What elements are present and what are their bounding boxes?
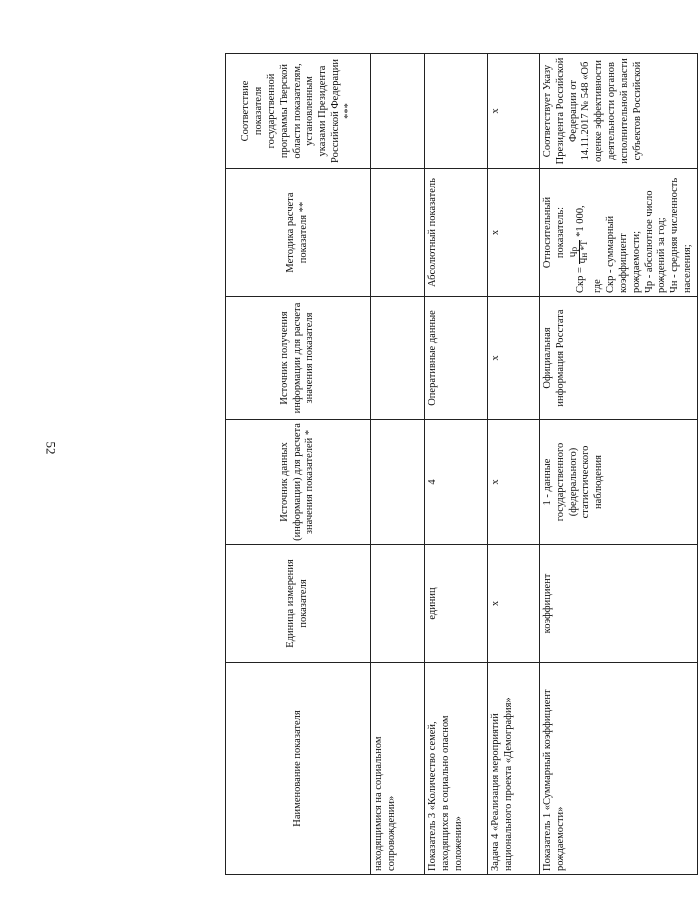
header-name: Наименование показателя xyxy=(226,663,371,875)
row2-source: 4 xyxy=(425,420,488,545)
row2-method: Абсолютный показатель xyxy=(425,169,488,297)
row1-name: находящимися на социальном сопровождении» xyxy=(371,663,425,875)
row4-compliance: Соответствует Указу Президента Российской Федерации от 14.11.2017 № 548 «Об оценке эффективности деятельности органов исполнительной власти субъектов Российской xyxy=(540,54,698,169)
header-compliance: Соответствие показателя государственной программы Тверской области показателям, установленным указами Президента Российской Федерации *** xyxy=(226,54,371,169)
formula-fraction xyxy=(570,240,591,265)
row1-unit xyxy=(371,545,425,663)
header-unit: Единица измерения показателя xyxy=(226,545,371,663)
row4-source: 1 - данные государственного (федерального) статистического наблюдения xyxy=(540,420,698,545)
page-number: 52 xyxy=(43,441,59,455)
table-row xyxy=(488,54,540,875)
method-where: где xyxy=(592,279,604,293)
table-row xyxy=(540,54,698,875)
row4-method xyxy=(540,169,698,297)
row1-method xyxy=(371,169,425,297)
method-def-skr: Скр - суммарный коэффициент рождаемости; xyxy=(605,215,642,293)
indicator-table-rotated xyxy=(225,54,693,875)
formula-lhs: Скр = xyxy=(574,267,586,293)
header-row xyxy=(226,54,371,875)
row1-source xyxy=(371,420,425,545)
indicator-table xyxy=(225,53,698,875)
method-intro: Относительный показатель: xyxy=(542,196,566,269)
row2-info-source: Оперативные данные xyxy=(425,297,488,420)
formula-denominator: Чн *Т xyxy=(579,240,590,264)
row3-source: х xyxy=(488,420,540,545)
row2-unit: единиц xyxy=(425,545,488,663)
method-formula xyxy=(570,172,591,293)
header-info-source: Источник получения информации для расчета значения показателя xyxy=(226,297,371,420)
row3-unit: х xyxy=(488,545,540,663)
row4-info-source: Официальная информация Росстата xyxy=(540,297,698,420)
row1-info-source xyxy=(371,297,425,420)
method-def-chn: Чн - средняя численность населения; xyxy=(669,177,693,293)
header-source: Источник данных (информации) для расчета значения показателей * xyxy=(226,420,371,545)
row3-info-source: х xyxy=(488,297,540,420)
row1-compliance xyxy=(371,54,425,169)
row4-name: Показатель 1 «Суммарный коэффициент рождаемости» xyxy=(540,663,698,875)
table-row xyxy=(371,54,425,875)
header-method: Методика расчета показателя ** xyxy=(226,169,371,297)
row2-name: Показатель 3 «Количество семей, находящихся в социально опасном положении» xyxy=(425,663,488,875)
row3-method: х xyxy=(488,169,540,297)
method-def-chr: Чр - абсолютное число рождений за год; xyxy=(643,190,668,293)
row2-compliance xyxy=(425,54,488,169)
formula-numerator: Чр xyxy=(570,240,581,265)
table-row xyxy=(425,54,488,875)
row3-name: Задача 4 «Реализация мероприятий национального проекта «Демография» xyxy=(488,663,540,875)
row3-compliance: х xyxy=(488,54,540,169)
row4-unit: коэффициент xyxy=(540,545,698,663)
formula-rhs: *1 000, xyxy=(574,205,586,237)
